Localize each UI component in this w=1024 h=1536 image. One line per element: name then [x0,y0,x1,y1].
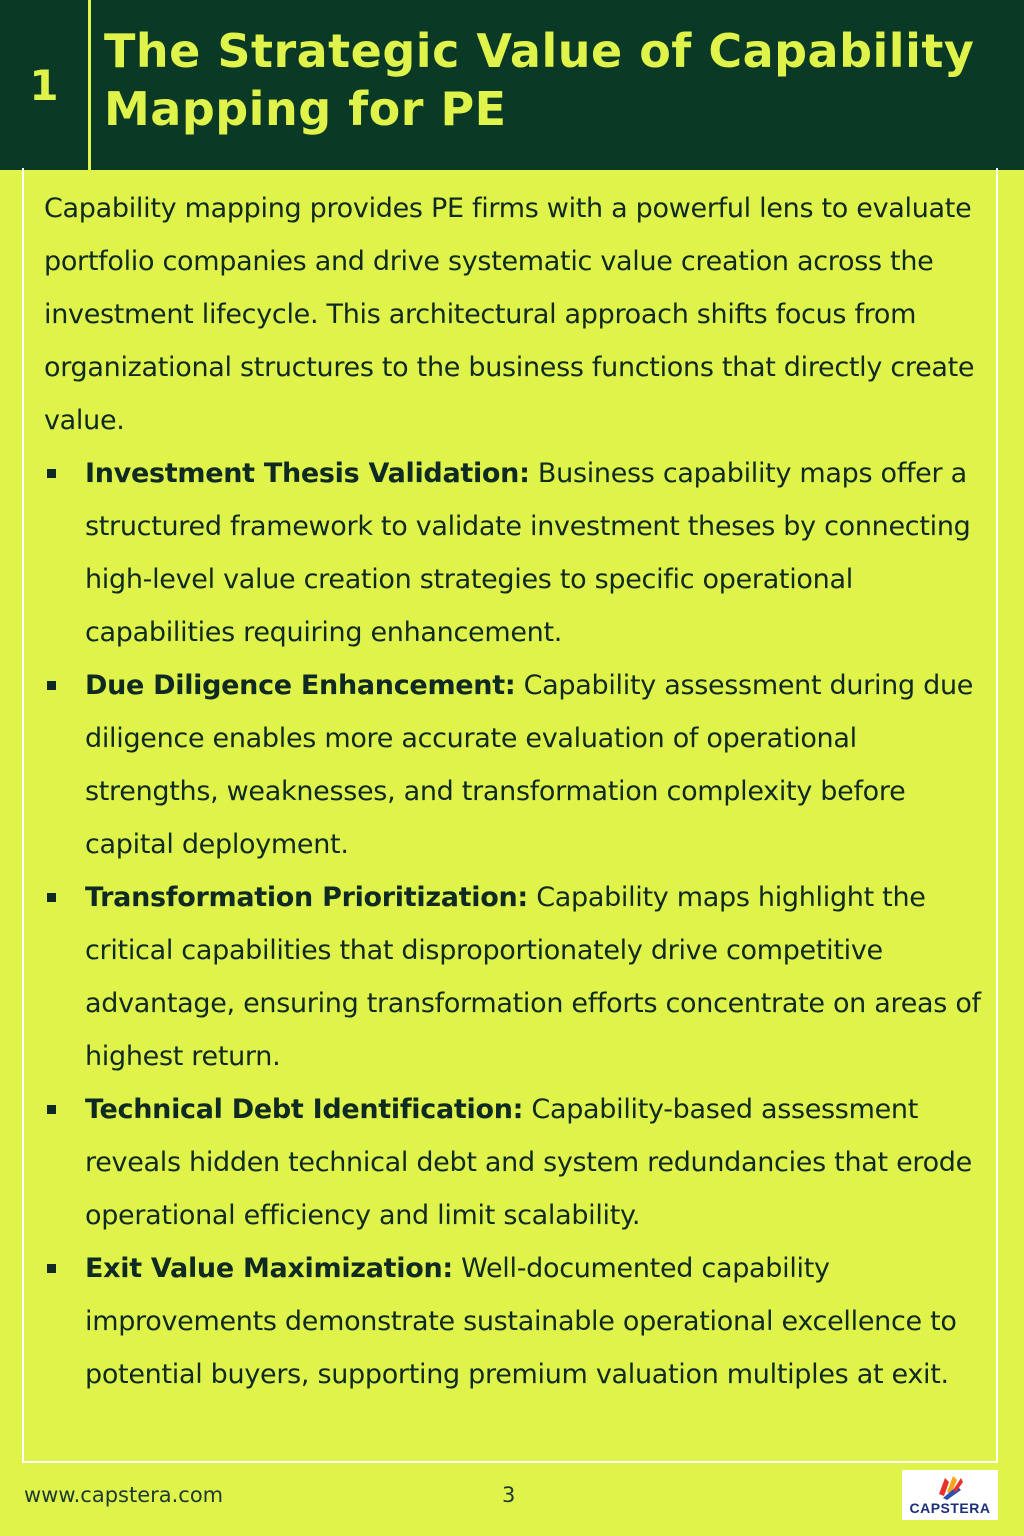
intro-paragraph: Capability mapping provides PE firms with a powerful lens to evaluate portfolio companies and drive systematic value creation across the investment lifecycle. This architectural approach shifts focus from organizational structures to the business functions that directly create value. [44,193,975,436]
square-bullet-icon [47,893,56,902]
website-link[interactable]: www.capstera.com [24,1483,224,1507]
header-divider [88,0,91,170]
bullet-term: Exit Value Maximization: [85,1253,453,1284]
bullet-item [44,1083,994,1242]
logo-wordmark: CAPSTERA [909,1500,991,1516]
capstera-logo [902,1470,998,1520]
bullet-item [44,447,994,659]
bullet-item [44,871,994,1083]
header-bar [0,0,1024,170]
page-number: 3 [502,1483,516,1507]
square-bullet-icon [47,469,56,478]
bullet-term: Technical Debt Identification: [85,1094,524,1125]
bullet-list [44,447,994,1401]
content-body [44,182,994,1401]
bullet-text: Capability maps highlight the critical capabilities that disproportionately drive competitive advantage, ensuring transformation efforts concentrate on areas of highest return. [85,882,981,1072]
square-bullet-icon [47,681,56,690]
bullet-item [44,659,994,871]
bullet-item [44,1242,994,1401]
square-bullet-icon [47,1264,56,1273]
bullet-term: Transformation Prioritization: [85,882,528,913]
bullet-text: Capability assessment during due diligence enables more accurate evaluation of operational strengths, weaknesses, and transformation complexity before capital deployment. [85,670,974,860]
section-number: 1 [29,60,59,110]
bullet-term: Due Diligence Enhancement: [85,670,516,701]
bullet-text: Capability-based assessment reveals hidden technical debt and system redundancies that erode operational efficiency and limit scalability. [85,1094,972,1231]
bullet-term: Investment Thesis Validation: [85,458,530,489]
square-bullet-icon [47,1105,56,1114]
bullet-text: Well-documented capability improvements demonstrate sustainable operational excellence to potential buyers, supporting premium valuation multiples at exit. [85,1253,957,1390]
capstera-logo-mark-icon [935,1472,965,1500]
page-title: The Strategic Value of Capability Mapping for PE [104,24,975,136]
bullet-text: Business capability maps offer a structured framework to validate investment theses by connecting high-level value creation strategies to specific operational capabilities requiring enhancement. [85,458,971,648]
